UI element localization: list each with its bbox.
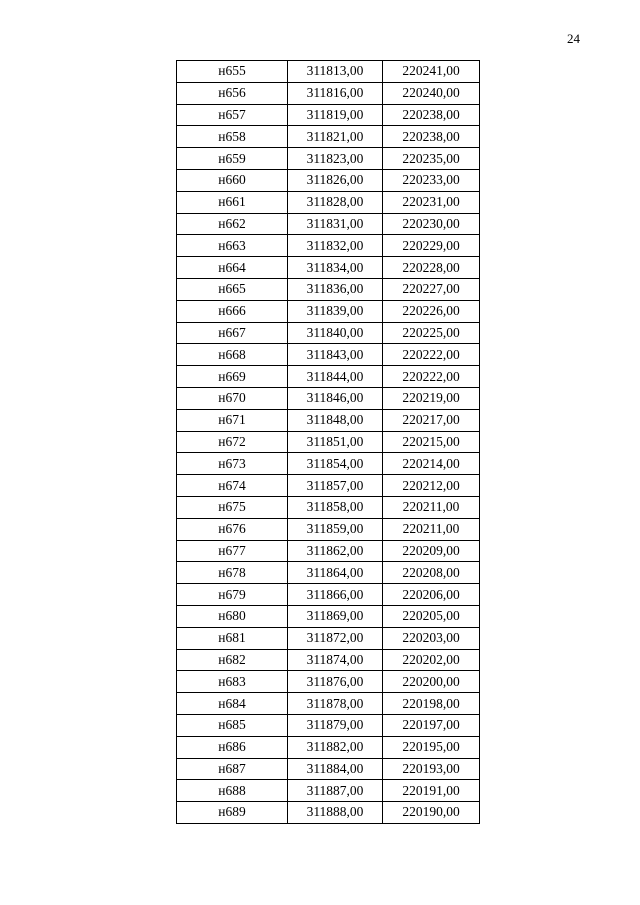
point-id-cell: н667 [177,322,288,344]
point-id-cell: н659 [177,148,288,170]
x-coordinate-cell: 311826,00 [288,169,383,191]
table-row [177,475,480,497]
y-coordinate-cell: 220222,00 [383,344,480,366]
table-row [177,409,480,431]
y-coordinate-cell: 220227,00 [383,278,480,300]
y-coordinate-cell: 220195,00 [383,736,480,758]
coordinates-table [176,60,480,824]
x-coordinate-cell: 311887,00 [288,780,383,802]
point-id-cell: н684 [177,693,288,715]
y-coordinate-cell: 220231,00 [383,191,480,213]
point-id-cell: н682 [177,649,288,671]
point-id-cell: н687 [177,758,288,780]
x-coordinate-cell: 311816,00 [288,82,383,104]
x-coordinate-cell: 311831,00 [288,213,383,235]
y-coordinate-cell: 220215,00 [383,431,480,453]
x-coordinate-cell: 311846,00 [288,387,383,409]
table-row [177,82,480,104]
table-row [177,235,480,257]
y-coordinate-cell: 220209,00 [383,540,480,562]
table-row [177,605,480,627]
point-id-cell: н676 [177,518,288,540]
table-row [177,366,480,388]
y-coordinate-cell: 220206,00 [383,584,480,606]
y-coordinate-cell: 220219,00 [383,387,480,409]
x-coordinate-cell: 311874,00 [288,649,383,671]
x-coordinate-cell: 311859,00 [288,518,383,540]
table-row [177,584,480,606]
point-id-cell: н655 [177,61,288,83]
table-row [177,344,480,366]
point-id-cell: н680 [177,605,288,627]
y-coordinate-cell: 220233,00 [383,169,480,191]
table-row [177,257,480,279]
x-coordinate-cell: 311866,00 [288,584,383,606]
table-row [177,61,480,83]
table-row [177,693,480,715]
y-coordinate-cell: 220211,00 [383,496,480,518]
table-row [177,671,480,693]
y-coordinate-cell: 220212,00 [383,475,480,497]
table-row [177,562,480,584]
y-coordinate-cell: 220203,00 [383,627,480,649]
y-coordinate-cell: 220205,00 [383,605,480,627]
point-id-cell: н658 [177,126,288,148]
point-id-cell: н679 [177,584,288,606]
y-coordinate-cell: 220191,00 [383,780,480,802]
table-row [177,300,480,322]
table-row [177,714,480,736]
y-coordinate-cell: 220208,00 [383,562,480,584]
x-coordinate-cell: 311840,00 [288,322,383,344]
point-id-cell: н674 [177,475,288,497]
point-id-cell: н661 [177,191,288,213]
y-coordinate-cell: 220225,00 [383,322,480,344]
y-coordinate-cell: 220200,00 [383,671,480,693]
table-row [177,736,480,758]
table-row [177,387,480,409]
table-row [177,496,480,518]
table-row [177,148,480,170]
x-coordinate-cell: 311819,00 [288,104,383,126]
x-coordinate-cell: 311878,00 [288,693,383,715]
table-row [177,518,480,540]
x-coordinate-cell: 311843,00 [288,344,383,366]
point-id-cell: н656 [177,82,288,104]
y-coordinate-cell: 220193,00 [383,758,480,780]
y-coordinate-cell: 220211,00 [383,518,480,540]
x-coordinate-cell: 311882,00 [288,736,383,758]
table-row [177,169,480,191]
table-row [177,104,480,126]
y-coordinate-cell: 220217,00 [383,409,480,431]
x-coordinate-cell: 311844,00 [288,366,383,388]
point-id-cell: н671 [177,409,288,431]
point-id-cell: н685 [177,714,288,736]
table-row [177,780,480,802]
point-id-cell: н677 [177,540,288,562]
y-coordinate-cell: 220214,00 [383,453,480,475]
x-coordinate-cell: 311857,00 [288,475,383,497]
point-id-cell: н657 [177,104,288,126]
point-id-cell: н673 [177,453,288,475]
x-coordinate-cell: 311828,00 [288,191,383,213]
table-row [177,126,480,148]
x-coordinate-cell: 311858,00 [288,496,383,518]
y-coordinate-cell: 220197,00 [383,714,480,736]
point-id-cell: н668 [177,344,288,366]
table-row [177,213,480,235]
x-coordinate-cell: 311848,00 [288,409,383,431]
y-coordinate-cell: 220190,00 [383,802,480,824]
y-coordinate-cell: 220238,00 [383,126,480,148]
table-row [177,802,480,824]
y-coordinate-cell: 220241,00 [383,61,480,83]
y-coordinate-cell: 220222,00 [383,366,480,388]
x-coordinate-cell: 311884,00 [288,758,383,780]
y-coordinate-cell: 220198,00 [383,693,480,715]
x-coordinate-cell: 311864,00 [288,562,383,584]
point-id-cell: н681 [177,627,288,649]
y-coordinate-cell: 220240,00 [383,82,480,104]
page-number: 24 [567,31,580,46]
table-row [177,431,480,453]
y-coordinate-cell: 220230,00 [383,213,480,235]
x-coordinate-cell: 311832,00 [288,235,383,257]
coordinates-table-body [177,61,480,824]
point-id-cell: н664 [177,257,288,279]
x-coordinate-cell: 311854,00 [288,453,383,475]
table-row [177,322,480,344]
y-coordinate-cell: 220226,00 [383,300,480,322]
x-coordinate-cell: 311888,00 [288,802,383,824]
x-coordinate-cell: 311834,00 [288,257,383,279]
point-id-cell: н669 [177,366,288,388]
point-id-cell: н686 [177,736,288,758]
point-id-cell: н683 [177,671,288,693]
table-row [177,540,480,562]
table-row [177,191,480,213]
x-coordinate-cell: 311823,00 [288,148,383,170]
point-id-cell: н678 [177,562,288,584]
point-id-cell: н675 [177,496,288,518]
point-id-cell: н666 [177,300,288,322]
point-id-cell: н665 [177,278,288,300]
x-coordinate-cell: 311879,00 [288,714,383,736]
point-id-cell: н689 [177,802,288,824]
table-row [177,453,480,475]
point-id-cell: н662 [177,213,288,235]
x-coordinate-cell: 311839,00 [288,300,383,322]
y-coordinate-cell: 220238,00 [383,104,480,126]
y-coordinate-cell: 220228,00 [383,257,480,279]
point-id-cell: н672 [177,431,288,453]
table-row [177,758,480,780]
y-coordinate-cell: 220202,00 [383,649,480,671]
point-id-cell: н670 [177,387,288,409]
x-coordinate-cell: 311821,00 [288,126,383,148]
point-id-cell: н663 [177,235,288,257]
x-coordinate-cell: 311876,00 [288,671,383,693]
table-row [177,649,480,671]
x-coordinate-cell: 311851,00 [288,431,383,453]
table-row [177,278,480,300]
y-coordinate-cell: 220235,00 [383,148,480,170]
table-row [177,627,480,649]
point-id-cell: н688 [177,780,288,802]
point-id-cell: н660 [177,169,288,191]
y-coordinate-cell: 220229,00 [383,235,480,257]
x-coordinate-cell: 311862,00 [288,540,383,562]
x-coordinate-cell: 311836,00 [288,278,383,300]
x-coordinate-cell: 311869,00 [288,605,383,627]
x-coordinate-cell: 311813,00 [288,61,383,83]
x-coordinate-cell: 311872,00 [288,627,383,649]
